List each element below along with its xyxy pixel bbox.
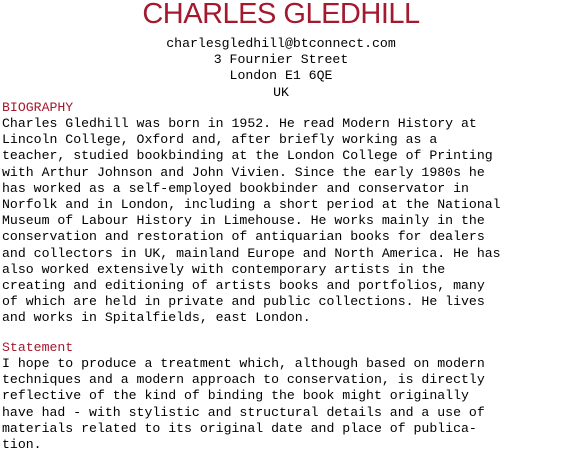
statement-heading: Statement bbox=[2, 340, 74, 355]
biography-line: and collectors in UK, mainland Europe and North America. He has bbox=[2, 245, 501, 261]
biography-line: Museum of Labour History in Limehouse. He works mainly in the bbox=[2, 213, 485, 229]
biography-line: of which are held in private and public collections. He lives bbox=[2, 294, 485, 310]
biography-line: and works in Spitalfields, east London. bbox=[2, 310, 311, 326]
statement-text bbox=[2, 356, 558, 453]
biography-text bbox=[2, 116, 558, 327]
email-text: charlesgledhill@btconnect.com bbox=[166, 36, 396, 51]
statement-line: I hope to produce a treatment which, although based on modern bbox=[2, 356, 485, 371]
biography-heading: BIOGRAPHY bbox=[2, 100, 74, 115]
biography-line: Norfolk and in London, including a short period at the National bbox=[2, 197, 501, 213]
biography-line: also worked extensively with contemporary artists in the bbox=[2, 261, 446, 277]
statement-line: reflective of the kind of binding the book might originally bbox=[2, 388, 469, 404]
page-title: CHARLES GLEDHILL bbox=[142, 0, 420, 30]
biography-line: creating and editioning of artists books and portfolios, many bbox=[2, 278, 485, 294]
statement-line: materials related to its original date and place of publica- bbox=[2, 420, 477, 436]
country-text: UK bbox=[273, 84, 289, 100]
statement-line: techniques and a modern approach to conservation, is directly bbox=[2, 372, 485, 388]
biography-line: teacher, studied bookbinding at the London College of Printing bbox=[2, 148, 493, 164]
statement-line: have had - with stylistic and structural details and a use of bbox=[2, 404, 485, 420]
address-line-2: London E1 6QE bbox=[229, 68, 333, 84]
contact-block bbox=[0, 36, 562, 101]
biography-line: has worked as a self-employed bookbinder and conservator in bbox=[2, 180, 469, 196]
address-line-1: 3 Fournier Street bbox=[213, 52, 349, 68]
biography-line: with Arthur Johnson and John Vivien. Since the early 1980s he bbox=[2, 164, 485, 180]
biography-line: conservation and restoration of antiquarian books for dealers bbox=[2, 229, 485, 245]
biography-line: Charles Gledhill was born in 1952. He read Modern History at bbox=[2, 116, 477, 131]
statement-line: tion. bbox=[2, 437, 42, 453]
biography-line: Lincoln College, Oxford and, after briefly working as a bbox=[2, 132, 438, 148]
